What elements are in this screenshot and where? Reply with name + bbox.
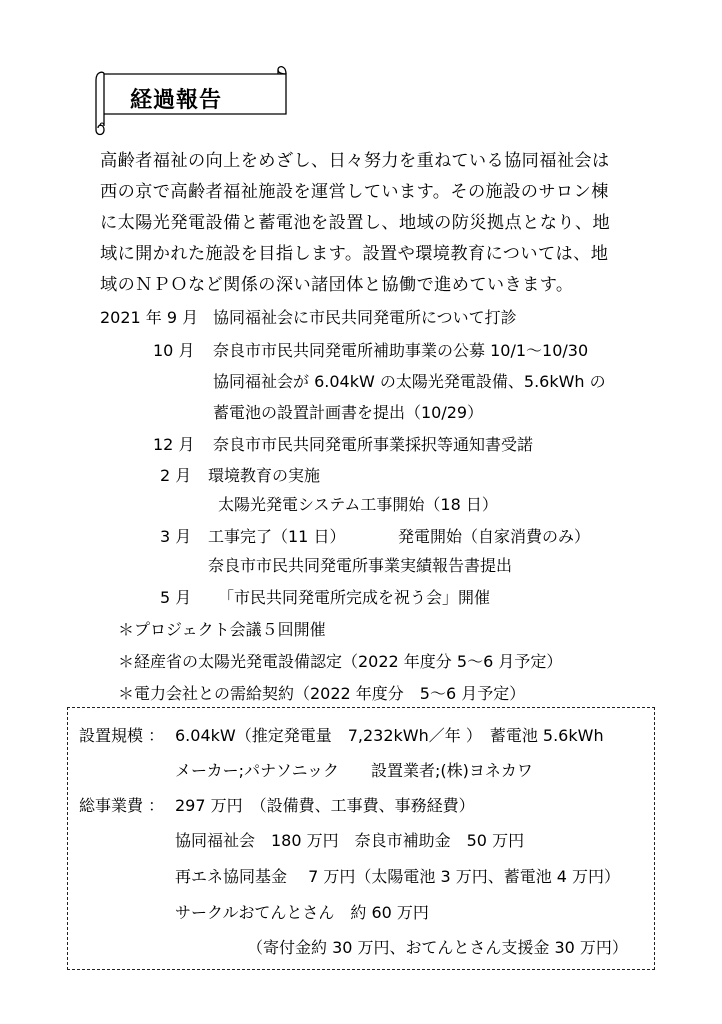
title-banner	[90, 60, 300, 140]
maker-installer: メーカー;パナソニック 設置業者;(株)ヨネカワ	[175, 761, 533, 780]
timeline-text-03: 工事完了（11 日）	[208, 527, 346, 546]
scale-label: 設置規模 ：	[79, 726, 165, 745]
intro-line-2: 西の京で高齢者福祉施設を運営しています。その施設のサロン棟	[100, 182, 609, 202]
funding-line-3: サークルおてんとさん 約 60 万円	[175, 903, 429, 922]
timeline-date-05: 5 月	[160, 588, 192, 607]
timeline-text-10: 奈良市市民共同発電所補助事業の公募 10/1～10/30	[213, 341, 589, 360]
scale-value: 6.04kW（推定発電量 7,232kWh／年 ） 蓄電池 5.6kWh	[175, 726, 604, 745]
timeline-date-02: 2 月	[160, 466, 192, 485]
note-meetings: ＊プロジェクト会議５回開催	[118, 620, 326, 639]
note-contract: ＊電力会社との需給契約（2022 年度分 5～6 月予定）	[118, 684, 526, 703]
intro-line-1: 高齢者福祉の向上をめざし、日々努力を重ねている協同福祉会は	[100, 151, 610, 171]
funding-line-2: 再エネ協同基金 7 万円（太陽電池 3 万円、蓄電池 4 万円）	[175, 867, 621, 886]
timeline-cont-03: 奈良市市民共同発電所事業実績報告書提出	[208, 556, 513, 575]
funding-line-1: 協同福祉会 180 万円 奈良市補助金 50 万円	[175, 831, 525, 850]
timeline-date-10: 10 月	[153, 341, 195, 360]
timeline-date-03: 3 月	[160, 527, 192, 546]
timeline-text-2021-09: 協同福祉会に市民共同発電所について打診	[213, 308, 517, 327]
timeline-text-05: 「市民共同発電所完成を祝う会」開催	[218, 588, 491, 607]
intro-line-5: 域のＮＰＯなど関係の深い諸団体と協働で進めていきます。	[100, 275, 574, 295]
intro-line-4: 域に開かれた施設を目指します。設置や環境教育については、地	[100, 244, 609, 264]
funding-line-4: （寄付金約 30 万円、おてんとさん支援金 30 万円）	[247, 938, 628, 957]
timeline-date-12: 12 月	[153, 435, 195, 454]
timeline-text-03b: 発電開始（自家消費のみ）	[398, 527, 591, 546]
timeline-text-02: 環境教育の実施	[208, 466, 321, 485]
page-title: 経過報告	[130, 88, 223, 113]
timeline-cont-10a: 協同福祉会が 6.04kW の太陽光発電設備、5.6kWh の	[213, 372, 606, 391]
intro-line-3: に太陽光発電設備と蓄電池を設置し、地域の防災拠点となり、地	[100, 213, 611, 233]
cost-value: 297 万円 （設備費、工事費、事務経費）	[175, 796, 475, 815]
timeline-cont-02: 太陽光発電システム工事開始（18 日）	[218, 495, 498, 514]
timeline-text-12: 奈良市市民共同発電所事業採択等通知書受諾	[213, 435, 534, 454]
note-certification: ＊経産省の太陽光発電設備認定（2022 年度分 5～6 月予定）	[118, 652, 563, 671]
timeline-cont-10b: 蓄電池の設置計画書を提出（10/29）	[213, 403, 484, 422]
timeline-date-2021-09: 2021 年 9 月	[100, 308, 199, 327]
cost-label: 総事業費 ：	[79, 796, 165, 815]
